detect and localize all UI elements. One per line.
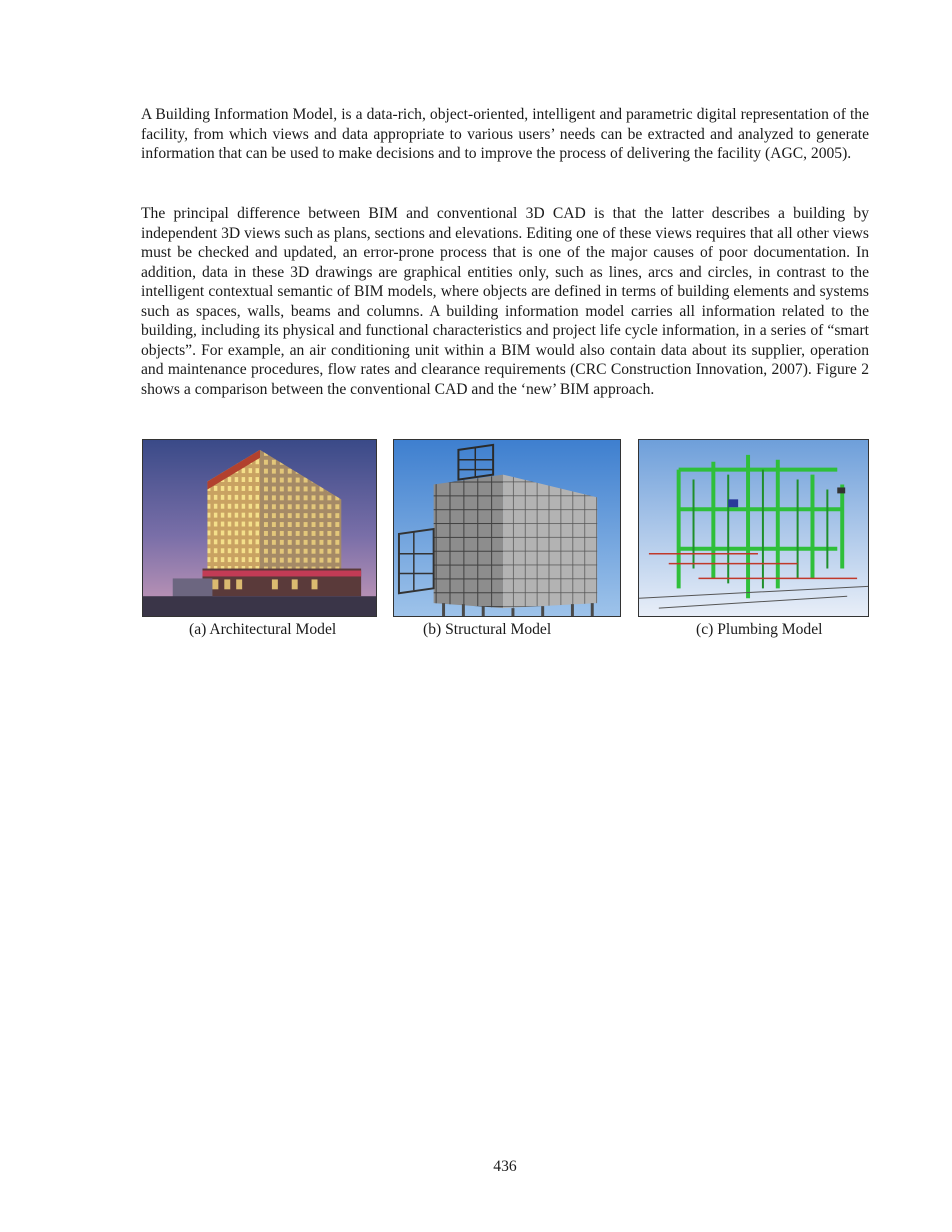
page-number: 436 [493,1158,517,1175]
figure-caption-architectural: (a) Architectural Model [189,621,337,638]
structural-model-image [393,439,621,617]
figure-caption-plumbing: (c) Plumbing Model [696,621,823,638]
body-paragraph: The principal difference between BIM and conventional 3D CAD is that the latter describes a building by independent 3D views such as plans, sections and elevations. Editing one of these views requires that all other views must be checked and updated, an error-prone process that is one of the major causes of poor documentation. In addition, data in these 3D drawings are graphical entities only, such as lines, arcs and circles, in contrast to the intelligent contextual semantic of BIM models, where objects are defined in terms of building elements and systems such as spaces, walls, beams and columns. A building information model carries all information related to the building, including its physical and functional characteristics and project life cycle information, in a series of “smart objects”. For example, an air conditioning unit within a BIM would also contain data about its supplier, operation and maintenance procedures, flow rates and clearance requirements (CRC Construction Innovation, 2007). Figure 2 shows a comparison between the conventional CAD and the ‘new’ BIM approach. [141,205,869,398]
plumbing-model-image [638,439,869,617]
body-paragraph: A Building Information Model, is a data-rich, object-oriented, intelligent and parametric digital representation of the facility, from which views and data appropriate to various users’ needs can be extracted and analyzed to generate information that can be used to make decisions and to improve the process of delivering the facility (AGC, 2005). [141,106,869,162]
architectural-model-image [142,439,377,617]
figure-caption-structural: (b) Structural Model [423,621,552,638]
